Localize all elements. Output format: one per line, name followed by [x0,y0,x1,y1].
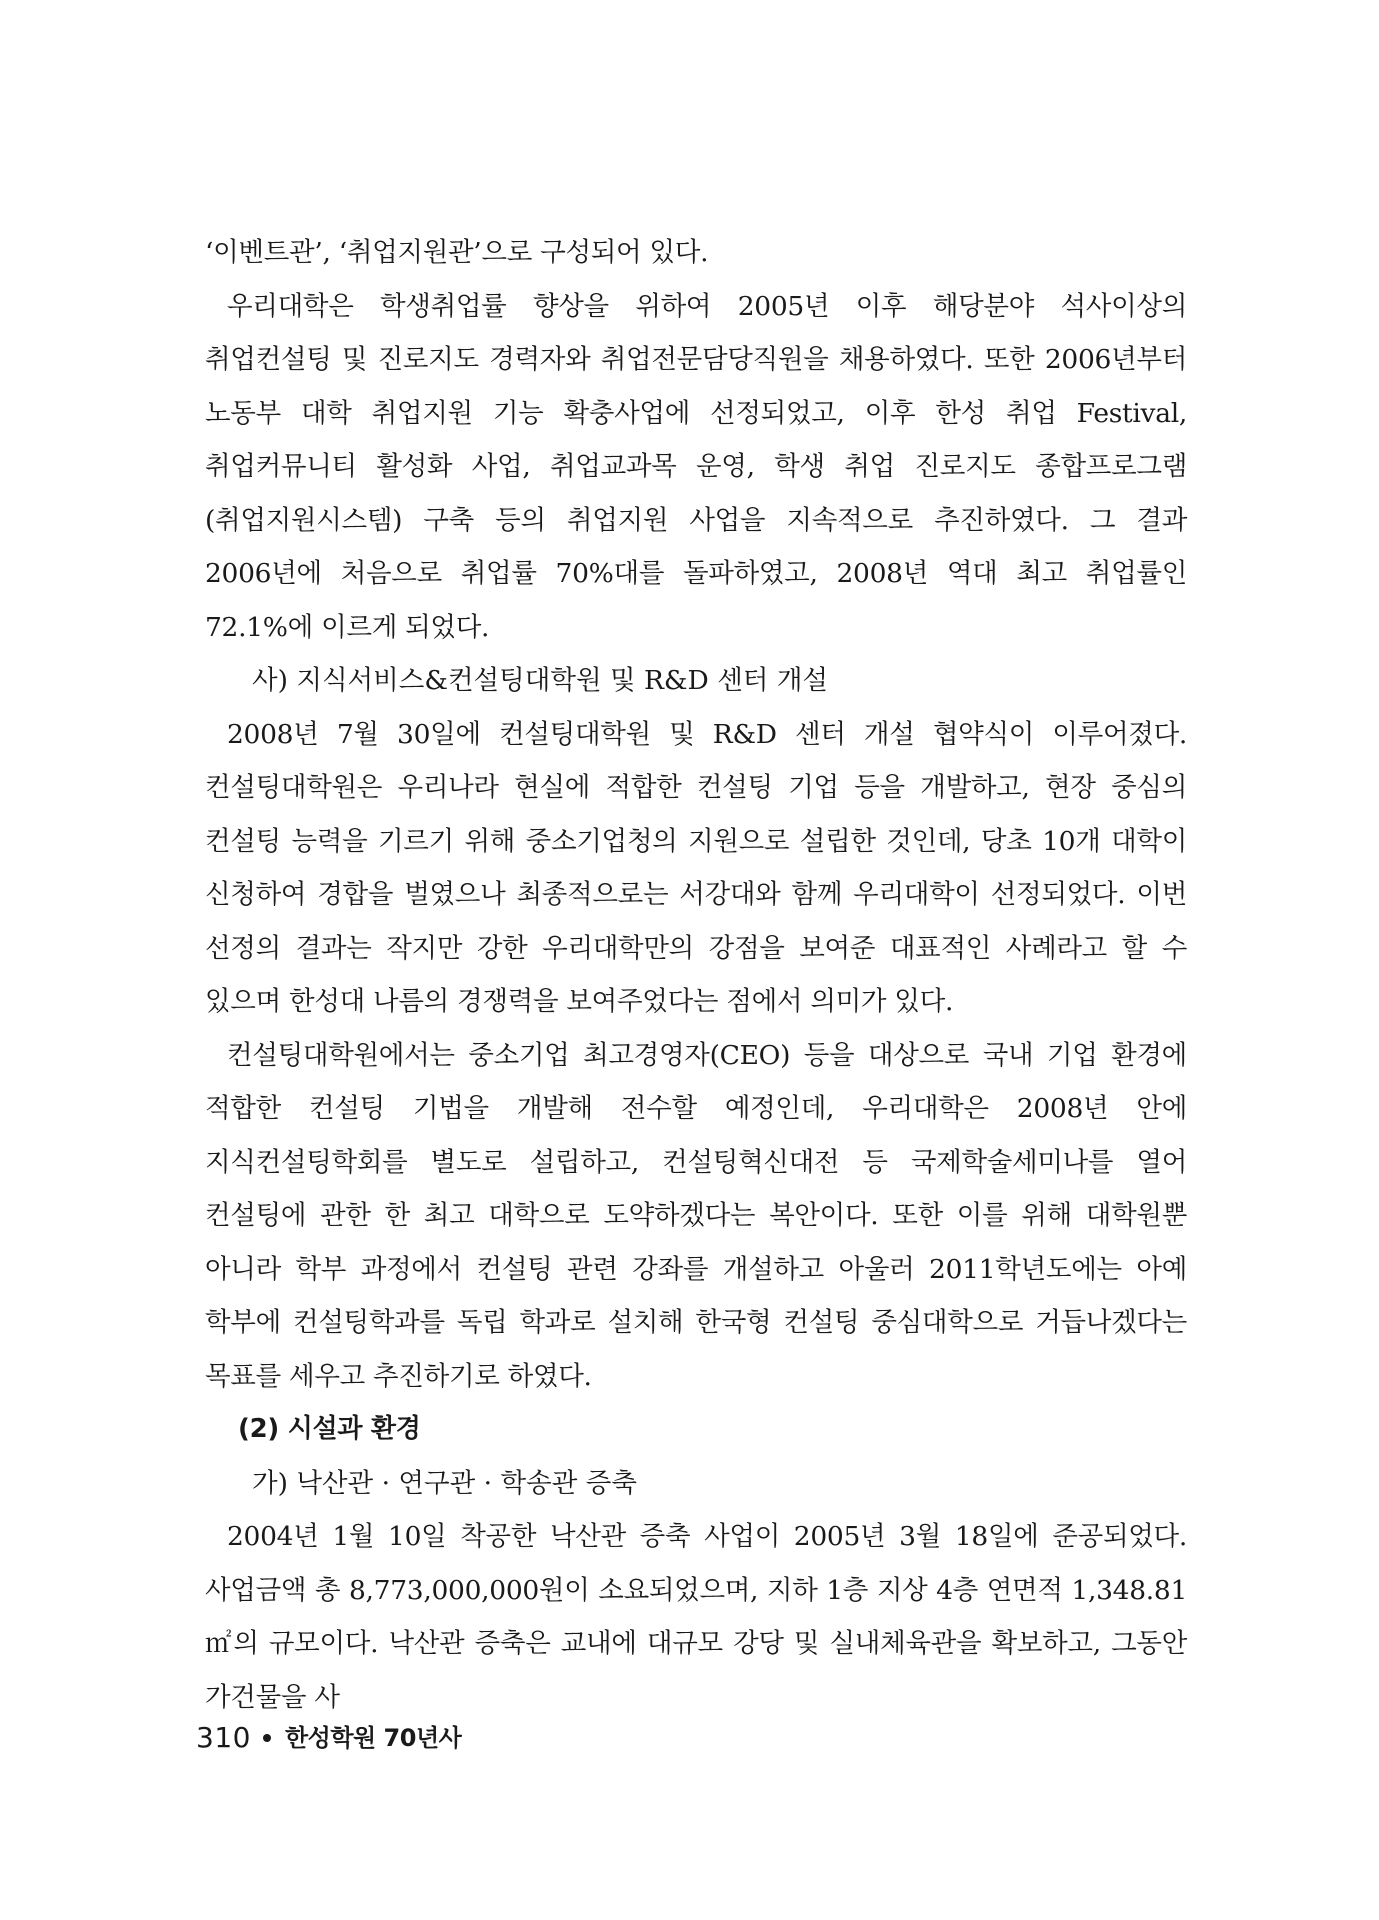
paragraph-consulting-2: 컨설팅대학원에서는 중소기업 최고경영자(CEO) 등을 대상으로 국내 기업 환경에 적합한 컨설팅 기법을 개발해 전수할 예정인데, 우리대학은 2008년 안에 지식컨설팅학회를 별도로 설립하고, 컨설팅혁신대전 등 국제학술세미나를 열어 컨설팅에 관한 한 최고 대학으로 도약하겠다는 복안이다. 또한 이를 위해 대학원뿐 아니라 학부 과정에서 컨설팅 관련 강좌를 개설하고 아울러 2011학년도에는 아예 학부에 컨설팅학과를 독립 학과로 설치해 한국형 컨설팅 중심대학으로 거듭나겠다는 목표를 세우고 추진하기로 하였다. [205,1039,1187,1392]
page-footer [196,1720,461,1756]
subsection-heading-ga: 가) 낙산관 · 연구관 · 학송관 증축 [252,1467,637,1499]
page-number: 310 [196,1721,251,1754]
bullet-separator [263,1734,271,1742]
paragraph-naksan-hall: 2004년 1월 10일 착공한 낙산관 증축 사업이 2005년 3월 18일에 준공되었다. 사업금액 총 8,773,000,000원이 소요되었으며, 지하 1층 지상 4층 연면적 1,348.81㎡의 규모이다. 낙산관 증축은 교내에 대규모 강당 및 실내체육관을 확보하고, 그동안 가건물을 사 [205,1521,1187,1713]
subsection-heading-sa: 사) 지식서비스&컨설팅대학원 및 R&D 센터 개설 [252,665,829,696]
page-body [205,226,1187,1724]
paragraph-employment: 우리대학은 학생취업률 향상을 위하여 2005년 이후 해당분야 석사이상의 취업컨설팅 및 진로지도 경력자와 취업전문담당직원을 채용하였다. 또한 2006년부터 노동부 대학 취업지원 기능 확충사업에 선정되었고, 이후 한성 취업 Festival, 취업커뮤니티 활성화 사업, 취업교과목 운영, 학생 취업 진로지도 종합프로그램(취업지원시스템) 구축 등의 취업지원 사업을 지속적으로 추진하였다. 그 결과 2006년에 처음으로 취업률 70%대를 돌파하였고, 2008년 역대 최고 취업률인 72.1%에 이르게 되었다. [205,290,1187,643]
paragraph-intro-end: ‘이벤트관’, ‘취업지원관’으로 구성되어 있다. [205,237,709,268]
section-heading-facilities: (2) 시설과 환경 [238,1414,421,1444]
book-title: 한성학원 70년사 [284,1724,462,1752]
paragraph-consulting-1: 2008년 7월 30일에 컨설팅대학원 및 R&D 센터 개설 협약식이 이루어졌다. 컨설팅대학원은 우리나라 현실에 적합한 컨설팅 기업 등을 개발하고, 현장 중심의 컨설팅 능력을 기르기 위해 중소기업청의 지원으로 설립한 것인데, 당초 10개 대학이 신청하여 경합을 벌였으나 최종적으로는 서강대와 함께 우리대학이 선정되었다. 이번 선정의 결과는 작지만 강한 우리대학만의 강점을 보여준 대표적인 사례라고 할 수 있으며 한성대 나름의 경쟁력을 보여주었다는 점에서 의미가 있다. [205,718,1187,1017]
